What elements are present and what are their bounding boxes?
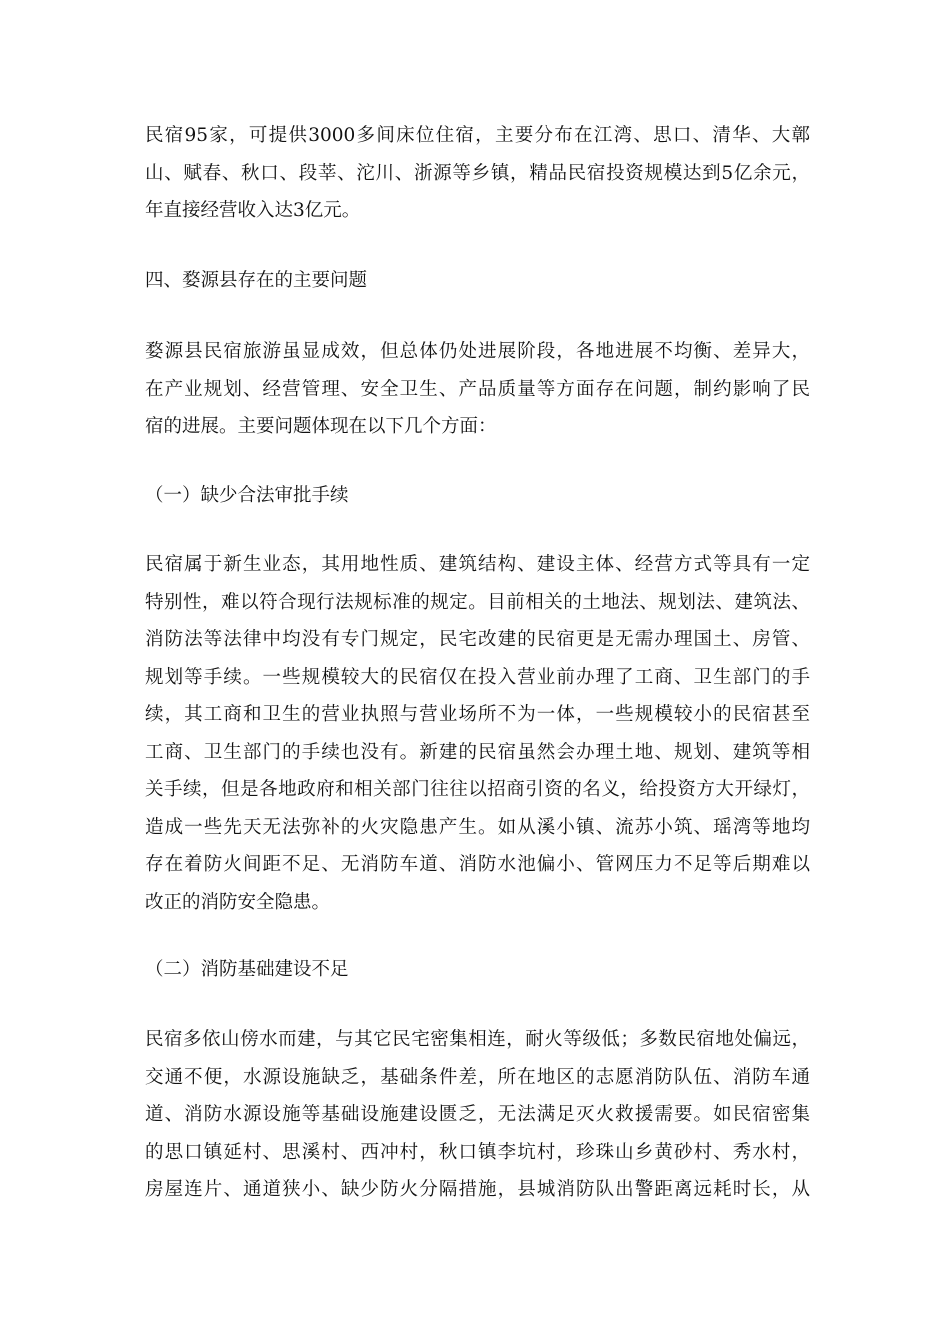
subheading-2 (145, 951, 810, 989)
subheading-text: （二）消防基础建设不足 (145, 959, 349, 980)
paragraph-1 (145, 546, 810, 921)
paragraph-line: 工商、卫生部门的手续也没有。新建的民宿虽然会办理土地、规划、建筑等相 (145, 741, 810, 763)
paragraph-line: 民宿多依山傍水而建，与其它民宅密集相连，耐火等级低；多数民宿地处偏远， (145, 1029, 810, 1050)
paragraph-line: 消防法等法律中均没有专门规定，民宅改建的民宿更是无需办理国土、房管、 (145, 629, 810, 650)
paragraph-intro (145, 117, 810, 230)
section-heading (145, 262, 810, 300)
paragraph-line: 宿的进展。主要问题体现在以下几个方面： (145, 416, 497, 437)
paragraph-line: 交通不便，水源设施缺乏，基础条件差，所在地区的志愿消防队伍、消防车通 (145, 1066, 810, 1088)
paragraph-2 (145, 1021, 810, 1209)
paragraph-line: 婺源县民宿旅游虽显成效，但总体仍处进展阶段，各地进展不均衡、差异大， (145, 341, 810, 362)
paragraph-line: 民宿属于新生业态，其用地性质、建筑结构、建设主体、经营方式等具有一定 (145, 554, 810, 575)
paragraph-line: 特别性，难以符合现行法规标准的规定。目前相关的土地法、规划法、建筑法、 (145, 591, 810, 613)
paragraph-line: 在产业规划、经营管理、安全卫生、产品质量等方面存在问题，制约影响了民 (145, 378, 810, 400)
paragraph-line: 道、消防水源设施等基础设施建设匮乏，无法满足灭火救援需要。如民宿密集 (145, 1104, 810, 1125)
paragraph-line: 续，其工商和卫生的营业执照与营业场所不为一体，一些规模较小的民宿甚至 (145, 704, 810, 725)
paragraph-line: 房屋连片、通道狭小、缺少防火分隔措施，县城消防队出警距离远耗时长，从 (145, 1179, 810, 1200)
subheading-text: （一）缺少合法审批手续 (145, 485, 349, 506)
paragraph-line: 年直接经营收入达3亿元。 (145, 200, 361, 221)
paragraph-line: 关手续，但是各地政府和相关部门往往以招商引资的名义，给投资方大开绿灯， (145, 779, 810, 800)
paragraph-line: 存在着防火间距不足、无消防车道、消防水池偏小、管网压力不足等后期难以 (145, 854, 810, 875)
paragraph-line: 的思口镇延村、思溪村、西冲村，秋口镇李坑村，珍珠山乡黄砂村、秀水村， (145, 1141, 810, 1163)
paragraph-line: 造成一些先天无法弥补的火灾隐患产生。如从溪小镇、流苏小筑、瑶湾等地均 (145, 816, 810, 838)
paragraph-overview (145, 333, 810, 446)
subheading-1 (145, 477, 810, 515)
paragraph-line: 规划等手续。一些规模较大的民宿仅在投入营业前办理了工商、卫生部门的手 (145, 666, 810, 688)
paragraph-line: 民宿95家，可提供3000多间床位住宿，主要分布在江湾、思口、清华、大鄣 (145, 125, 810, 146)
section-heading-text: 四、婺源县存在的主要问题 (145, 270, 368, 291)
paragraph-line: 改正的消防安全隐患。 (145, 891, 331, 913)
paragraph-line: 山、赋春、秋口、段莘、沱川、浙源等乡镇，精品民宿投资规模达到5亿余元， (145, 162, 810, 184)
